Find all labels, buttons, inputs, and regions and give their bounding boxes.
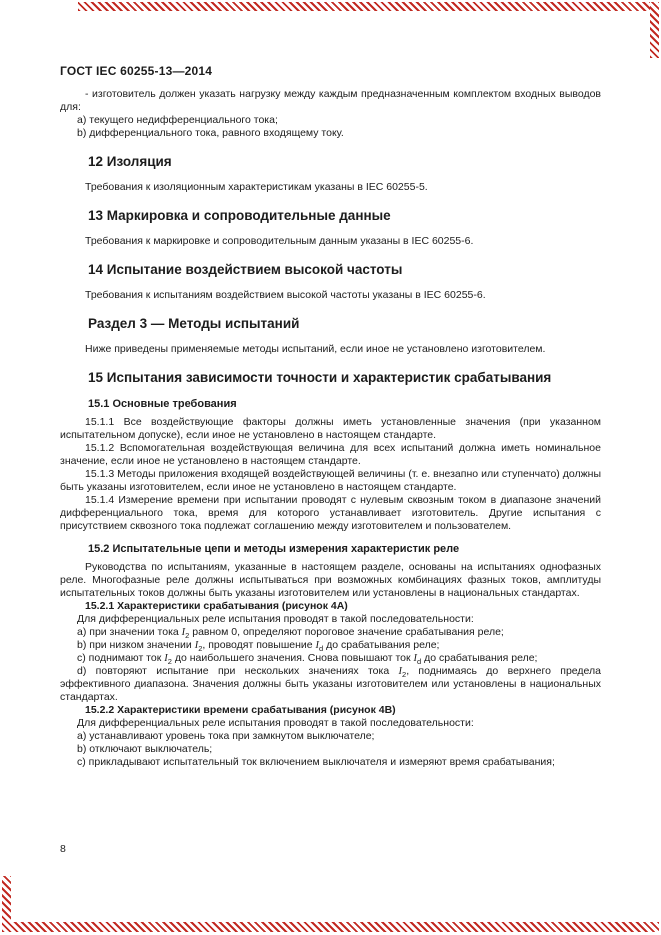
section-13-paragraph: Требования к маркировке и сопроводительным данным указаны в IEC 60255-6. [85, 235, 474, 247]
copy-protection-hatch-right [650, 2, 659, 58]
copy-protection-hatch-left [2, 876, 11, 932]
clause-15-2-1-item-d: d) повторяют испытание при нескольких значениях тока $I_2$, поднимаясь до верхнего предела эффективного диапазона. Значения должны быть указаны изготовителем или установлены в национальных стандартах. [60, 665, 601, 703]
document-body [60, 88, 601, 769]
clause-15-2-2-item-c: c) прикладывают испытательный ток включением выключателя и измеряют время срабатывания; [77, 756, 555, 768]
copy-protection-hatch-top [78, 2, 659, 11]
clause-15-1-4: 15.1.4 Измерение времени при испытании проводят с нулевым сквозным током в диапазоне значений дифференциального тока, время для которого устанавливает изготовитель. Другие испытания с присутствием сквозного тока подлежат соглашению между изготовителем и пользователем. [60, 494, 601, 532]
section-15-1-heading: 15.1 Основные требования [88, 398, 237, 410]
section-15-2-heading: 15.2 Испытательные цепи и методы измерения характеристик реле [88, 543, 460, 555]
clause-15-1-3: 15.1.3 Методы приложения входящей воздействующей величины (т. е. внезапно или ступенчато) должны быть указаны изготовителем, если иное не установлено в настоящем стандарте. [60, 468, 601, 493]
section-14-paragraph: Требования к испытаниям воздействием высокой частоты указаны в IEC 60255-6. [85, 289, 486, 301]
section-12-heading: 12 Изоляция [88, 154, 172, 169]
copy-protection-hatch-bottom [2, 922, 659, 932]
clause-15-2-2-item-a: a) устанавливают уровень тока при замкнутом выключателе; [77, 730, 375, 742]
clause-15-2-1-item-c: c) поднимают ток $I_2$ до наибольшего значения. Снова повышают ток $I_d$ до срабатывания реле; [77, 652, 538, 667]
clause-15-1-2: 15.1.2 Вспомогательная воздействующая величина для всех испытаний должна иметь номинальное значение, если иное не установлено в настоящем стандарте. [60, 442, 601, 467]
clause-15-2-1-item-a: a) при значении тока $I_2$ равном 0, определяют пороговое значение срабатывания реле; [77, 626, 504, 641]
running-header: ГОСТ IEC 60255-13—2014 [60, 64, 213, 78]
section-15-2-1-heading: 15.2.1 Характеристики срабатывания (рисунок 4A) [85, 600, 348, 612]
intro-list-item-b: b) дифференциального тока, равного входящему току. [77, 127, 344, 139]
clause-15-2-2-intro: Для дифференциальных реле испытания проводят в такой последовательности: [77, 717, 474, 729]
section-15-heading: 15 Испытания зависимости точности и характеристик срабатывания [88, 370, 552, 385]
clause-15-2-2-item-b: b) отключают выключатель; [77, 743, 213, 755]
section-15-2-2-heading: 15.2.2 Характеристики времени срабатывания (рисунок 4B) [85, 704, 396, 716]
intro-list-item-a: a) текущего недифференциального тока; [77, 114, 278, 126]
intro-paragraph: - изготовитель должен указать нагрузку между каждым предназначенным комплектом входных выводов для: [60, 88, 601, 113]
section-14-heading: 14 Испытание воздействием высокой частоты [88, 262, 403, 277]
page-number: 8 [60, 843, 66, 855]
part-3-heading: Раздел 3 — Методы испытаний [88, 316, 300, 331]
part-3-paragraph: Ниже приведены применяемые методы испытаний, если иное не установлено изготовителем. [85, 343, 546, 355]
section-13-heading: 13 Маркировка и сопроводительные данные [88, 208, 391, 223]
section-12-paragraph: Требования к изоляционным характеристикам указаны в IEC 60255-5. [85, 181, 428, 193]
clause-15-2-paragraph: Руководства по испытаниям, указанные в настоящем разделе, основаны на испытаниях однофазных реле. Многофазные реле должны испытываться при возможных комбинациях фазных токов, амплитуды испытательных токов должны быть указаны изготовителем или установлены в национальных стандартах. [60, 561, 601, 599]
clause-15-2-1-intro: Для дифференциальных реле испытания проводят в такой последовательности: [77, 613, 474, 625]
clause-15-2-1-item-b: b) при низком значении $I_2$, проводят повышение $I_d$ до срабатывания реле; [77, 639, 440, 654]
clause-15-1-1: 15.1.1 Все воздействующие факторы должны иметь установленные значения (при указанном испытательном допуске), если иное не установлено в настоящем стандарте. [60, 416, 601, 441]
